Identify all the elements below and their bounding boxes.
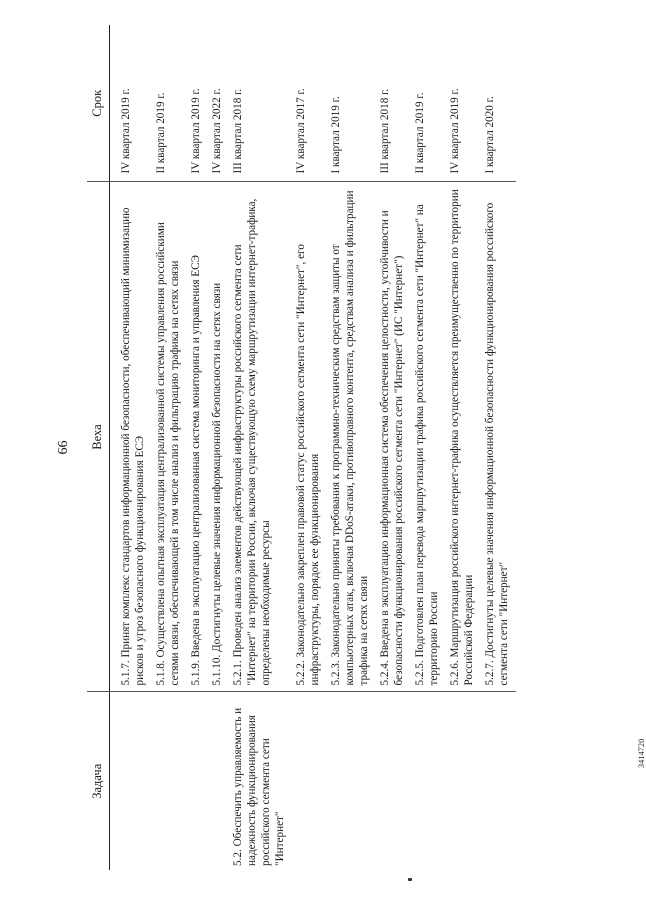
task-cell bbox=[208, 692, 229, 870]
task-cell bbox=[376, 692, 411, 870]
document-code: 3414720 bbox=[637, 738, 646, 768]
table-row bbox=[292, 25, 327, 870]
task-cell bbox=[152, 692, 187, 870]
table-row bbox=[109, 25, 152, 870]
milestone-cell: 5.2.2. Законодательно закреплен правовой статус российского сегмента сети "Интернет", его инфраструктуры, порядок ее функционирования bbox=[292, 182, 327, 692]
page-number: 66 bbox=[56, 440, 71, 455]
milestone-cell: 5.1.8. Осуществлена опытная эксплуатация централизованной системы управления российскими сетями связи, обеспечивающей в том числе анализ и фильтрацию трафика на сетях связи bbox=[152, 182, 187, 692]
table-row bbox=[446, 25, 481, 870]
milestone-cell: 5.1.10. Достигнуты целевые значения информационной безопасности на сетях связи bbox=[208, 182, 229, 692]
term-cell: IV квартал 2017 г. bbox=[292, 25, 327, 182]
milestone-cell: 5.2.7. Достигнуты целевые значения информационной безопасности функционирования российского сегмента сети "Интернет" bbox=[481, 182, 516, 692]
term-cell: I квартал 2020 г. bbox=[481, 25, 516, 182]
milestone-cell: 5.1.7. Принят комплекс стандартов информационной безопасности, обеспечивающий минимизацию рисков и угроз безопасного функционирования ЕСЭ bbox=[109, 182, 152, 692]
table-row bbox=[229, 25, 292, 870]
milestones-table bbox=[87, 25, 516, 870]
milestone-cell: 5.2.5. Подготовлен план перевода маршрутизации трафика российского сегмента сети "Интернет" на территорию России bbox=[411, 182, 446, 692]
term-cell: II квартал 2019 г. bbox=[411, 25, 446, 182]
term-cell: IV квартал 2019 г. bbox=[187, 25, 208, 182]
rotated-page bbox=[50, 25, 632, 870]
table-row bbox=[187, 25, 208, 870]
term-cell: III квартал 2018 г. bbox=[376, 25, 411, 182]
table-row bbox=[152, 25, 187, 870]
task-cell bbox=[292, 692, 327, 870]
task-cell bbox=[187, 692, 208, 870]
task-cell: 5.2. Обеспечить управляемость и надежность функционирования российского сегмента сети "Интернет" bbox=[231, 707, 286, 866]
scan-speck bbox=[408, 878, 412, 881]
task-cell bbox=[109, 692, 152, 870]
milestone-cell: 5.2.6. Маршрутизация российского интернет-трафика осуществляется преимущественно по территории Российской Федерации bbox=[446, 182, 481, 692]
header-term: Срок bbox=[87, 25, 109, 182]
milestone-cell: 5.1.9. Введена в эксплуатацию централизованная система мониторинга и управления ЕСЭ bbox=[187, 182, 208, 692]
table-row bbox=[327, 25, 376, 870]
task-cell bbox=[446, 692, 481, 870]
table-row bbox=[411, 25, 446, 870]
term-cell: IV квартал 2022 г. bbox=[208, 25, 229, 182]
table-row bbox=[376, 25, 411, 870]
term-cell: II квартал 2019 г. bbox=[152, 25, 187, 182]
milestone-cell: 5.2.3. Законодательно приняты требования к программно-техническим средствам защиты от компьютерных атак, включая DDoS-атаки, противоправного контента, средствам анализа и фильтрации трафика на сетях связи bbox=[327, 182, 376, 692]
term-cell: IV квартал 2019 г. bbox=[446, 25, 481, 182]
task-cell bbox=[327, 692, 376, 870]
header-task: Задача bbox=[87, 692, 109, 870]
table-row bbox=[208, 25, 229, 870]
table-row bbox=[481, 25, 516, 870]
task-cell bbox=[481, 692, 516, 870]
task-cell bbox=[411, 692, 446, 870]
milestone-cell: 5.2.1. Проведен анализ элементов действующей инфраструктуры российского сегмента сети "Интернет" на территории России, включая существующую схему маршрутизации интернет-трафика, определены необходимые ресурсы bbox=[229, 182, 292, 692]
term-cell: I квартал 2019 г. bbox=[327, 25, 376, 182]
milestone-cell: 5.2.4. Введена в эксплуатацию информационная система обеспечения целостности, устойчивости и безопасности функционирования российского сегмента сети "Интернет" (ИС "Интернет") bbox=[376, 182, 411, 692]
term-cell: IV квартал 2019 г. bbox=[109, 25, 152, 182]
header-milestone: Веха bbox=[87, 182, 109, 692]
term-cell: III квартал 2018 г. bbox=[229, 25, 292, 182]
table-header-row bbox=[87, 25, 109, 870]
